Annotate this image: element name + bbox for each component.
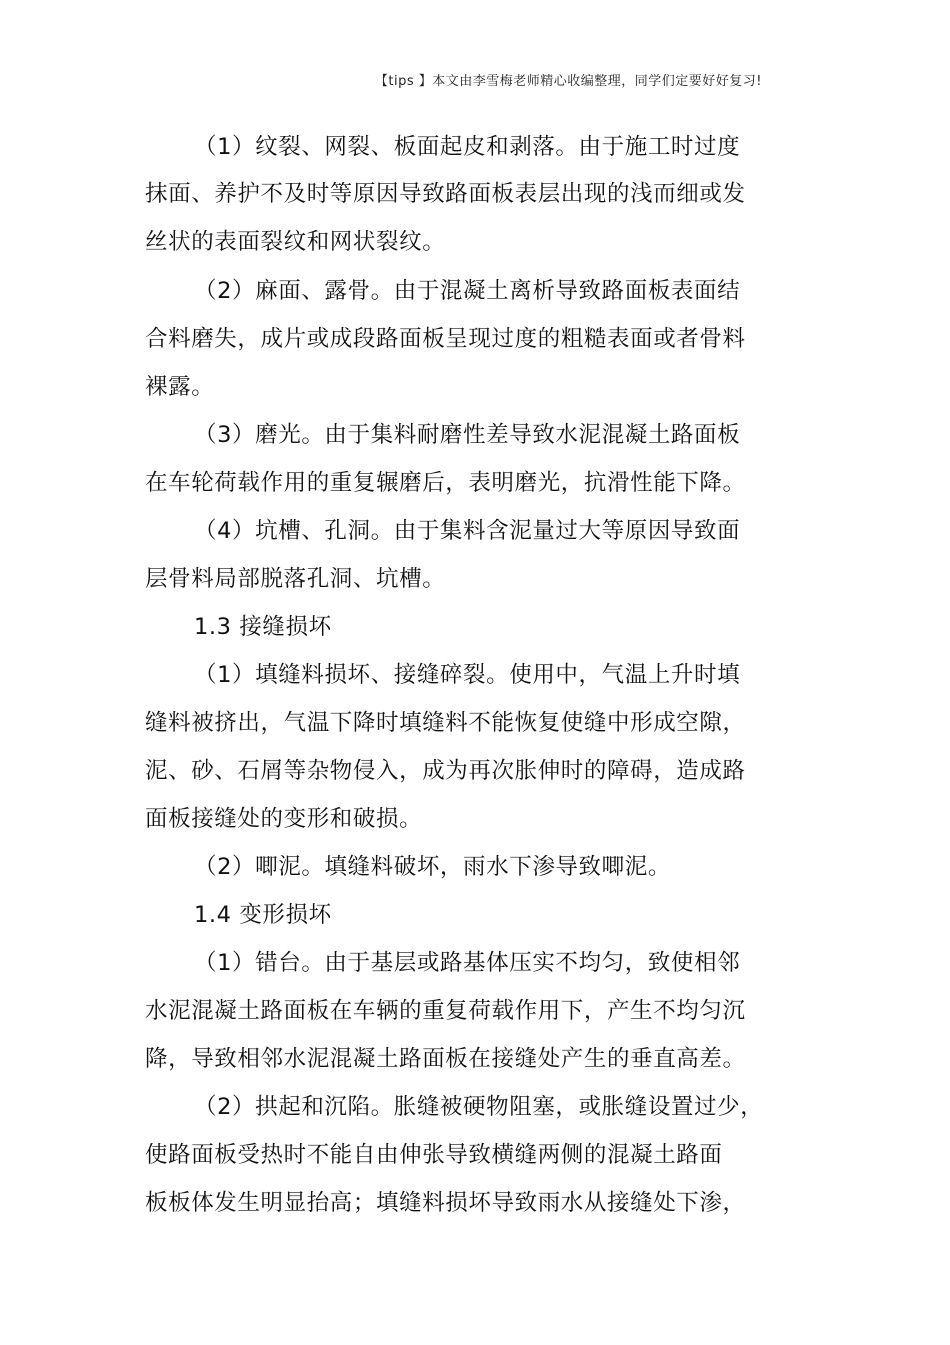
- paragraph-line: 合料磨失，成片或成段路面板呈现过度的粗糙表面或者骨料: [145, 326, 746, 352]
- paragraph-line: 使路面板受热时不能自由伸张导致横缝两侧的混凝土路面: [145, 1142, 723, 1168]
- paragraph-line: 丝状的表面裂纹和网状裂纹。: [145, 229, 446, 255]
- paragraph-line: （1）错台。由于基层或路基体压实不均匀，致使相邻: [194, 950, 741, 976]
- paragraph-line: 在车轮荷载作用的重复辗磨后，表明磨光，抗滑性能下降。: [145, 470, 746, 496]
- paragraph-line: （1）纹裂、网裂、板面起皮和剥落。由于施工时过度: [194, 134, 741, 160]
- paragraph-line: 水泥混凝土路面板在车辆的重复荷载作用下，产生不均匀沉: [145, 998, 746, 1024]
- paragraph-line: （1）填缝料损坏、接缝碎裂。使用中，气温上升时填: [194, 662, 741, 688]
- paragraph-line: 层骨料局部脱落孔洞、坑槽。: [145, 566, 446, 592]
- paragraph-line: 泥、砂、石屑等杂物侵入，成为再次胀伸时的障碍，造成路: [145, 758, 746, 784]
- paragraph-line: 裸露。: [145, 374, 215, 400]
- paragraph-line: 面板接缝处的变形和破损。: [145, 806, 423, 832]
- paragraph-line: （2）唧泥。填缝料破坏，雨水下渗导致唧泥。: [194, 854, 671, 880]
- paragraph-line: 降，导致相邻水泥混凝土路面板在接缝处产生的垂直高差。: [145, 1046, 746, 1072]
- header-tip: 【tips 】本文由李雪梅老师精心收编整理，同学们定要好好复习!: [374, 74, 762, 89]
- paragraph-line: 板板体发生明显抬高；填缝料损坏导致雨水从接缝处下渗，: [145, 1190, 746, 1216]
- paragraph-line: （4）坑槽、孔洞。由于集料含泥量过大等原因导致面: [194, 518, 741, 544]
- section-heading: 1.3 接缝损坏: [194, 614, 332, 640]
- paragraph-line: （2）麻面、露骨。由于混凝土离析导致路面板表面结: [194, 278, 741, 304]
- paragraph-line: 缝料被挤出，气温下降时填缝料不能恢复使缝中形成空隙，: [145, 710, 746, 736]
- paragraph-line: （3）磨光。由于集料耐磨性差导致水泥混凝土路面板: [194, 422, 741, 448]
- paragraph-line: 抹面、养护不及时等原因导致路面板表层出现的浅而细或发: [145, 181, 746, 207]
- section-heading: 1.4 变形损坏: [194, 902, 332, 928]
- paragraph-line: （2）拱起和沉陷。胀缝被硬物阻塞，或胀缝设置过少，: [194, 1094, 764, 1120]
